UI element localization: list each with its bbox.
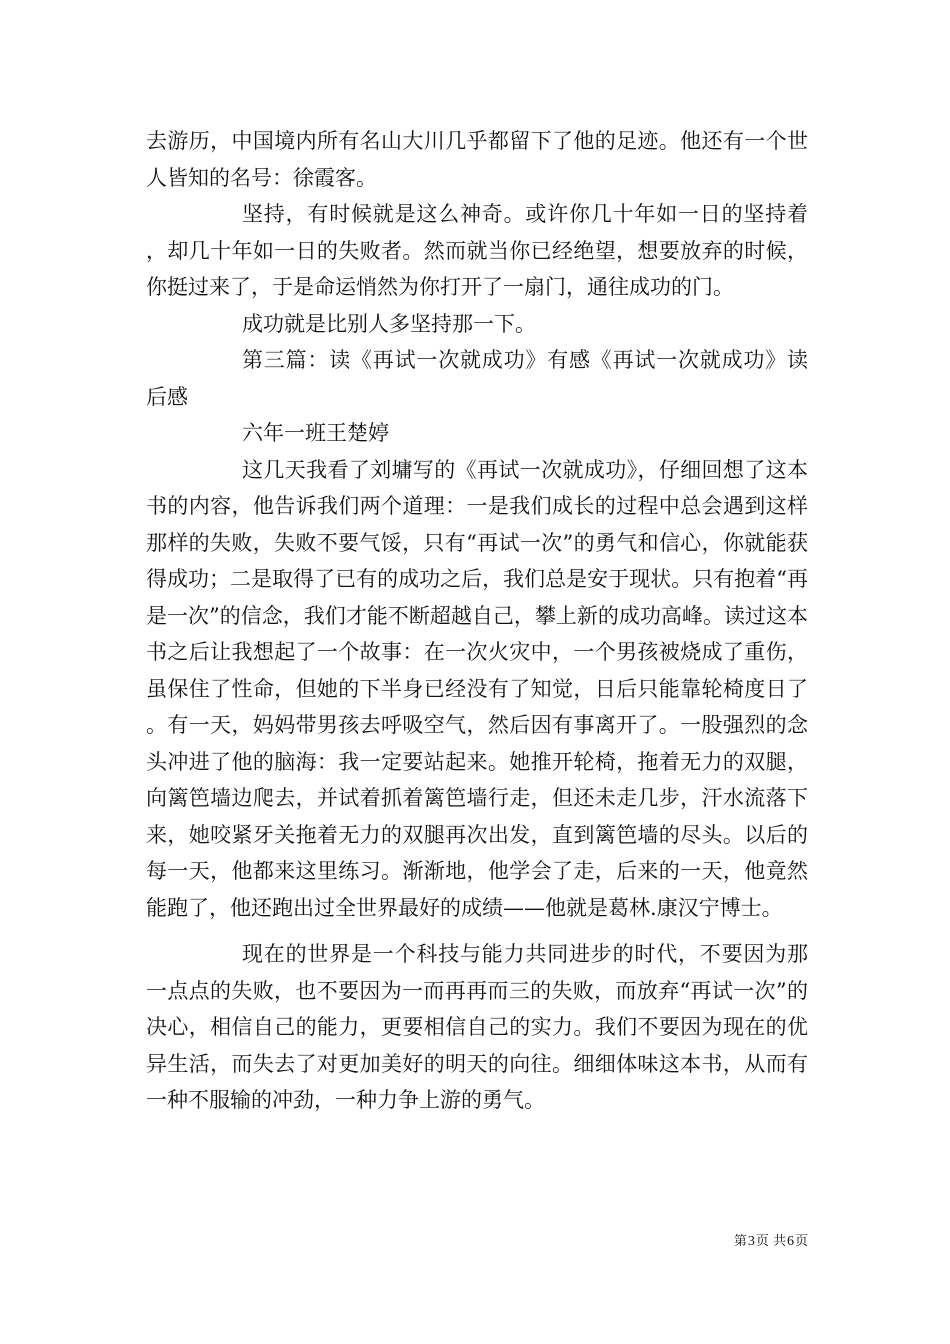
paragraph: 去游历，中国境内所有名山大川几乎都留下了他的足迹。他还有一个世人皆知的名号：徐霞客。 xyxy=(146,129,808,190)
footer-middle: 页 共 xyxy=(755,1234,786,1249)
document-body xyxy=(146,123,808,1119)
author-line: 六年一班王楚婷 xyxy=(242,421,389,445)
paragraph: 成功就是比别人多坚持那一下。 xyxy=(242,311,536,336)
footer-prefix: 第 xyxy=(733,1234,747,1249)
total-pages-number: 6 xyxy=(786,1234,794,1249)
section-heading: 第三篇：读《再试一次就成功》有感《再试一次就成功》读后感 xyxy=(146,348,808,409)
footer-suffix: 页 xyxy=(794,1234,808,1249)
paragraph: 坚持，有时候就是这么神奇。或许你几十年如一日的坚持着，却几十年如一日的失败者。然而就当你已经绝望，想要放弃的时候，你挺过来了，于是命运悄然为你打开了一扇门，通往成功的门。 xyxy=(146,202,808,299)
paragraph: 这几天我看了刘墉写的《再试一次就成功》，仔细回想了这本书的内容，他告诉我们两个道理：一是我们成长的过程中总会遇到这样那样的失败，失败不要气馁，只有“再试一次”的勇气和信心，你就能获得成功；二是取得了已有的成功之后，我们总是安于现状。只有抱着“再是一次”的信念，我们才能不断超越自己，攀上新的成功高峰。读过这本书之后让我想起了一个故事：在一次火灾中，一个男孩被烧成了重伤，虽保住了性命，但她的下半身已经没有了知觉，日后只能靠轮椅度日了。有一天，妈妈带男孩去呼吸空气，然后因有事离开了。一股强烈的念头冲进了他的脑海：我一定要站起来。她推开轮椅，拖着无力的双腿，向篱笆墙边爬去，并试着抓着篱笆墙行走，但还未走几步，汗水流落下来，她咬紧牙关拖着无力的双腿再次出发，直到篱笆墙的尽头。以后的每一天，他都来这里练习。渐渐地，他学会了走，后来的一天，他竟然能跑了，他还跑出过全世界最好的成绩——他就是葛林.康汉宁博士。 xyxy=(146,457,808,920)
paragraph: 现在的世界是一个科技与能力共同进步的时代，不要因为那一点点的失败，也不要因为一而再再而三的失败，而放弃“再试一次”的决心，相信自己的能力，更要相信自己的实力。我们不要因为现在的优异生活，而失去了对更加美好的明天的向往。细细体味这本书，从而有一种不服输的冲劲，一种力争上游的勇气。 xyxy=(146,942,808,1112)
current-page-number: 3 xyxy=(747,1234,755,1249)
page-footer xyxy=(600,1230,808,1250)
